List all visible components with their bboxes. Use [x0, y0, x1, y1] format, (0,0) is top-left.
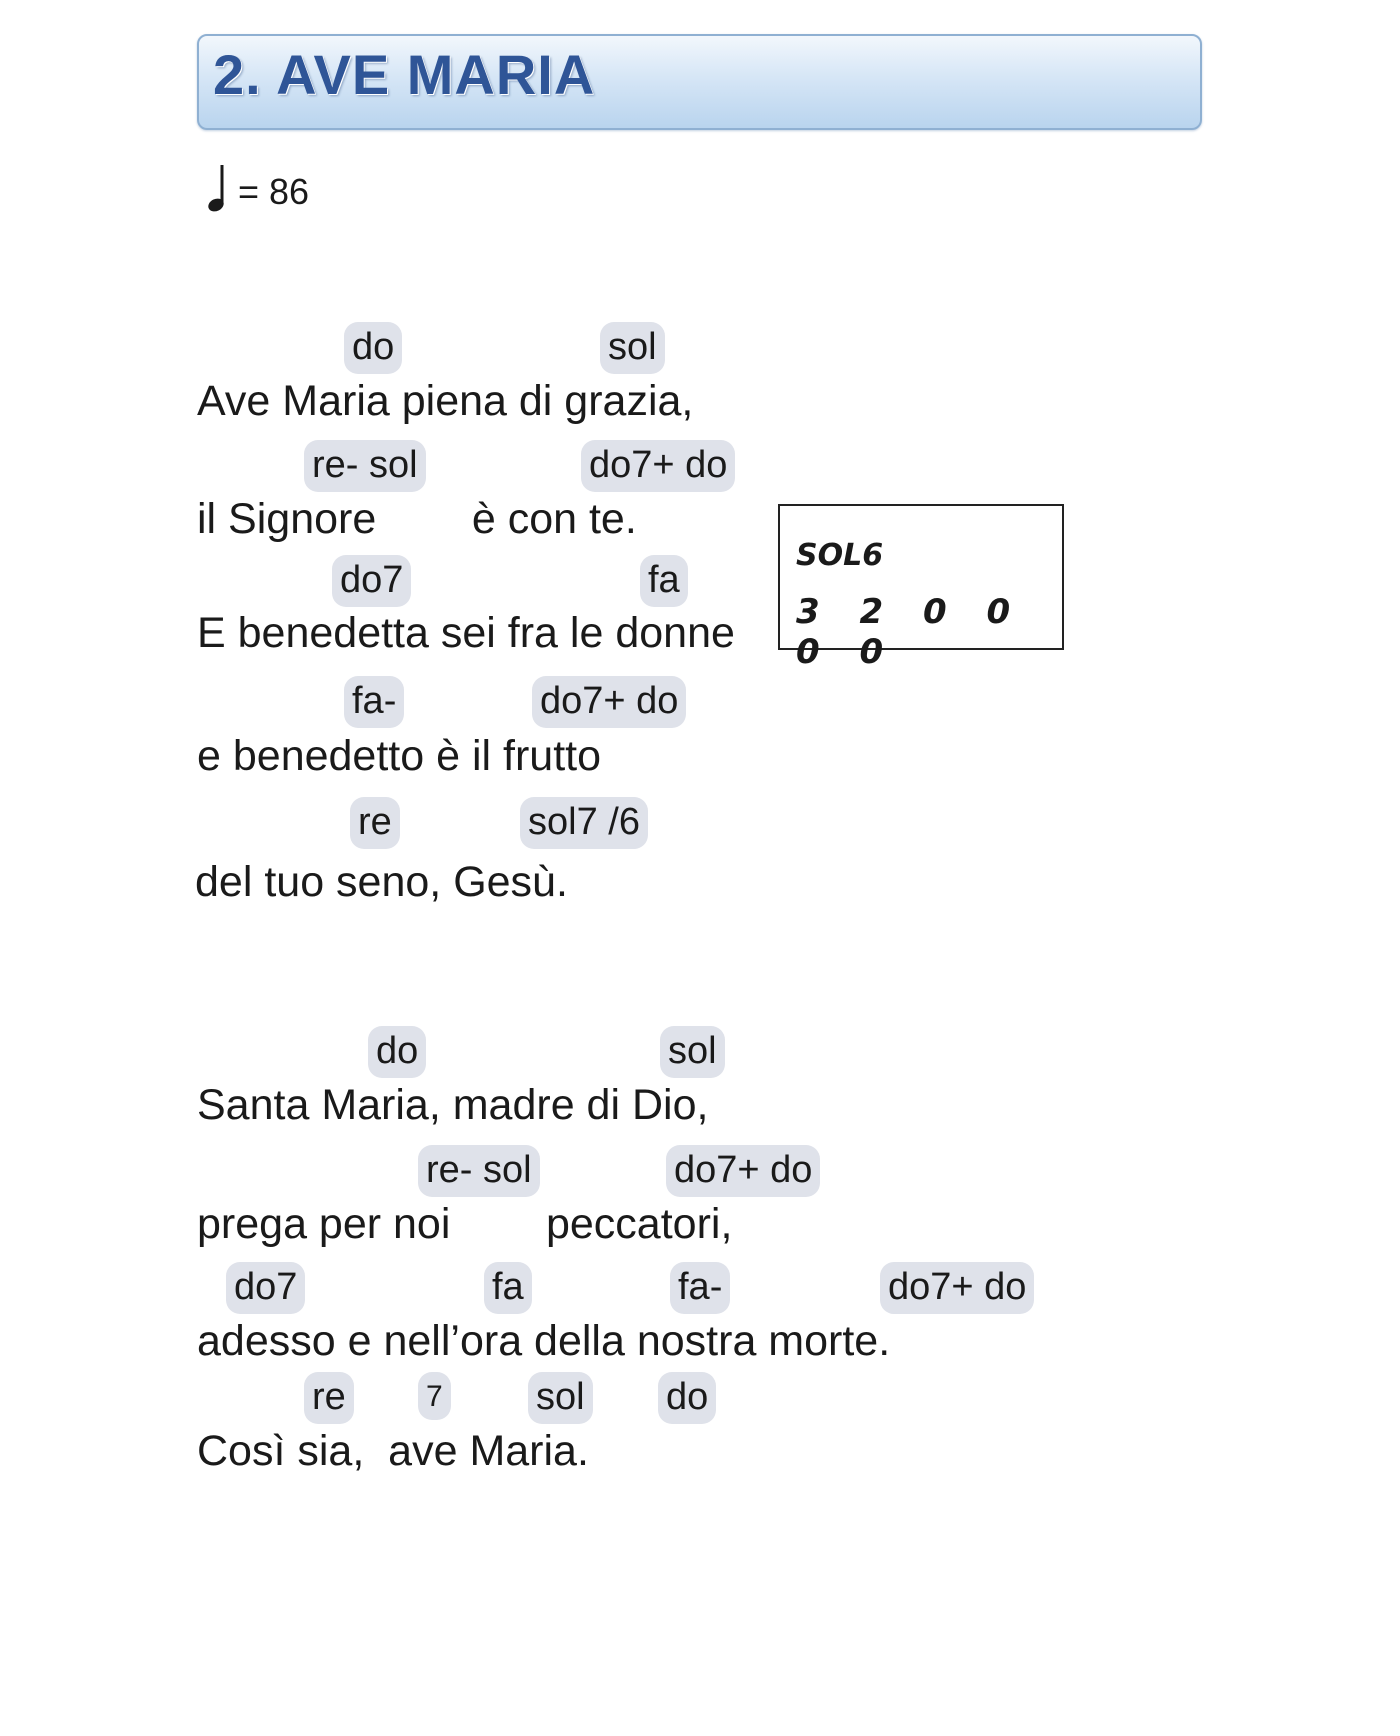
lyric-line: del tuo seno, Gesù.: [195, 858, 568, 906]
chord: fa-: [670, 1262, 730, 1314]
chord: 7: [418, 1372, 451, 1420]
chord: re: [304, 1372, 354, 1424]
lyric-line: adesso e nell’ora della nostra morte.: [197, 1317, 891, 1365]
lyric-line: Ave Maria piena di grazia,: [197, 377, 694, 425]
chord: do7+ do: [581, 440, 735, 492]
chord: re: [350, 797, 400, 849]
chord: do: [344, 322, 402, 374]
chord: fa: [484, 1262, 532, 1314]
lyric-line: E benedetta sei fra le donne: [197, 609, 735, 657]
chord-diagram-frets: 3 2 0 0 0 0: [796, 592, 1025, 672]
chord: do: [368, 1026, 426, 1078]
chord-diagram-name: SOL6: [796, 538, 884, 573]
chord: do7+ do: [880, 1262, 1034, 1314]
chord: sol: [660, 1026, 725, 1078]
lyric-line: Così sia, ave Maria.: [197, 1427, 589, 1475]
chord-diagram-box: [778, 504, 1064, 672]
chord: sol: [600, 322, 665, 374]
chord: fa: [640, 555, 688, 607]
lyric-line: prega per noi peccatori,: [197, 1200, 733, 1248]
quarter-note-icon: [206, 163, 228, 213]
lyric-line: Santa Maria, madre di Dio,: [197, 1081, 709, 1129]
tempo-value: = 86: [238, 171, 310, 212]
chord: re- sol: [304, 440, 426, 492]
tempo-marking: [206, 163, 309, 213]
chord: do7+ do: [666, 1145, 820, 1197]
title-banner: [197, 34, 1202, 130]
chord: sol: [528, 1372, 593, 1424]
chord: sol7 /6: [520, 797, 648, 849]
chord: do7+ do: [532, 676, 686, 728]
lyric-line: il Signore è con te.: [197, 495, 637, 543]
song-title: 2. AVE MARIA: [213, 43, 596, 106]
chord: do7: [226, 1262, 305, 1314]
chord: do: [658, 1372, 716, 1424]
lyric-line: e benedetto è il frutto: [197, 732, 602, 780]
chord: do7: [332, 555, 411, 607]
chord: fa-: [344, 676, 404, 728]
chord: re- sol: [418, 1145, 540, 1197]
